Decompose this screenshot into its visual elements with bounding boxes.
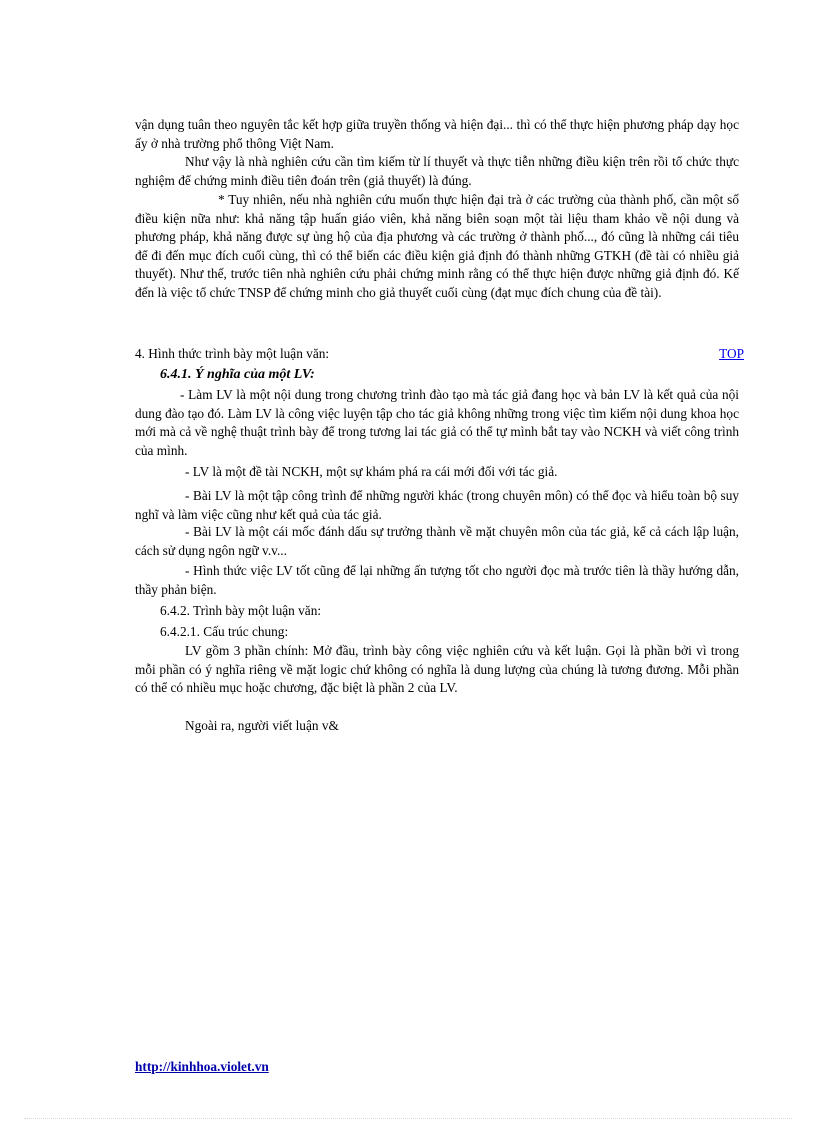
truncated-line: Ngoài ra, người viết luận v& [185, 718, 339, 733]
bullet-thesis-is-research: - LV là một đề tài NCKH, một sự khám phá ra cái mới đối với tác giả. [185, 464, 558, 479]
subsection-6-4-1-heading: 6.4.1. Ý nghĩa của một LV: [160, 367, 315, 382]
bullet-thesis-impression: - Hình thức việc LV tốt cũng để lại những ấn tượng tốt cho người đọc mà trước tiên là thầy hướng dẫn, thầy phản biện. [135, 563, 739, 597]
paragraph-however: * Tuy nhiên, nếu nhà nghiên cứu muốn thực hiện đại trà ở các trường của thành phố, cần một số điều kiện nữa như: khả năng tập huấn giáo viên, khả năng biên soạn một tài liệu tham khảo về nội dung và phương pháp, khả năng được sự ủng hộ của địa phương và các trường ở thành phố..., đó cũng là những cái tiêu để đi đến mục đích cuối cùng, thì có thể biến các điều kiện giả định đó thành những GTKH (đề tài có nhiều giả thuyết). Như thế, trước tiên nhà nghiên cứu phải chứng minh rằng có thể thực hiện được những giả định đó. Kế đến là việc tổ chức TNSP để chứng minh cho giả thuyết cuối cùng (đạt mục đích chung của đề tài). [135, 192, 739, 300]
subsection-6-4-2-1-heading: 6.4.2.1. Cấu trúc chung: [160, 624, 289, 639]
section-4-title: 4. Hình thức trình bày một luận văn: [135, 346, 330, 361]
intro-paragraph: vận dụng tuân theo nguyên tắc kết hợp giữa truyền thống và hiện đại... thì có thể thực hiện phương pháp dạy học ấy ở nhà trường phổ thông Việt Nam. [135, 117, 739, 151]
bullet-thesis-work-collection: - Bài LV là một tập công trình để những người khác (trong chuyên môn) có thể đọc và hiểu toàn bộ suy nghĩ và làm việc cũng như kết quả của tác giả. [135, 488, 739, 522]
paragraph-general-structure: LV gồm 3 phần chính: Mở đầu, trình bày công việc nghiên cứu và kết luận. Gọi là phần bởi vì trong mỗi phần có ý nghĩa riêng về mặt logic chứ không có nghĩa là dung lượng của chúng là tương đương. Mỗi phần có thể có nhiều mục hoặc chương, đặc biệt là phần 2 của LV. [135, 643, 739, 696]
paragraph-meaning-of-thesis: - Làm LV là một nội dung trong chương trình đào tạo mà tác giả đang học và bản LV là kết quả của nội dung đào tạo đó. Làm LV là công việc luyện tập cho tác giả không những trong việc tìm kiếm nội dung khoa học mới mà cả về nghệ thuật trình bày để trong tương lai tác giả có thể tự mình bắt tay vào NCKH và viết công trình của mình. [135, 387, 739, 458]
footer-website-link[interactable]: http://kinhhoa.violet.vn [135, 1059, 269, 1074]
paragraph-research-conditions: Như vậy là nhà nghiên cứu cần tìm kiếm từ lí thuyết và thực tiễn những điều kiện trên rồi tổ chức thực nghiệm để chứng minh điều tiên đoán trên (giả thuyết) là đúng. [135, 154, 739, 188]
page-bottom-divider [24, 1118, 792, 1119]
subsection-6-4-2-heading: 6.4.2. Trình bày một luận văn: [160, 603, 322, 618]
section-4-row [135, 345, 744, 364]
bullet-thesis-milestone: - Bài LV là một cái mốc đánh dấu sự trưởng thành về mặt chuyên môn của tác giả, kể cả cách lập luận, cách sử dụng ngôn ngữ v.v... [135, 524, 739, 558]
top-link[interactable]: TOP [719, 346, 744, 361]
